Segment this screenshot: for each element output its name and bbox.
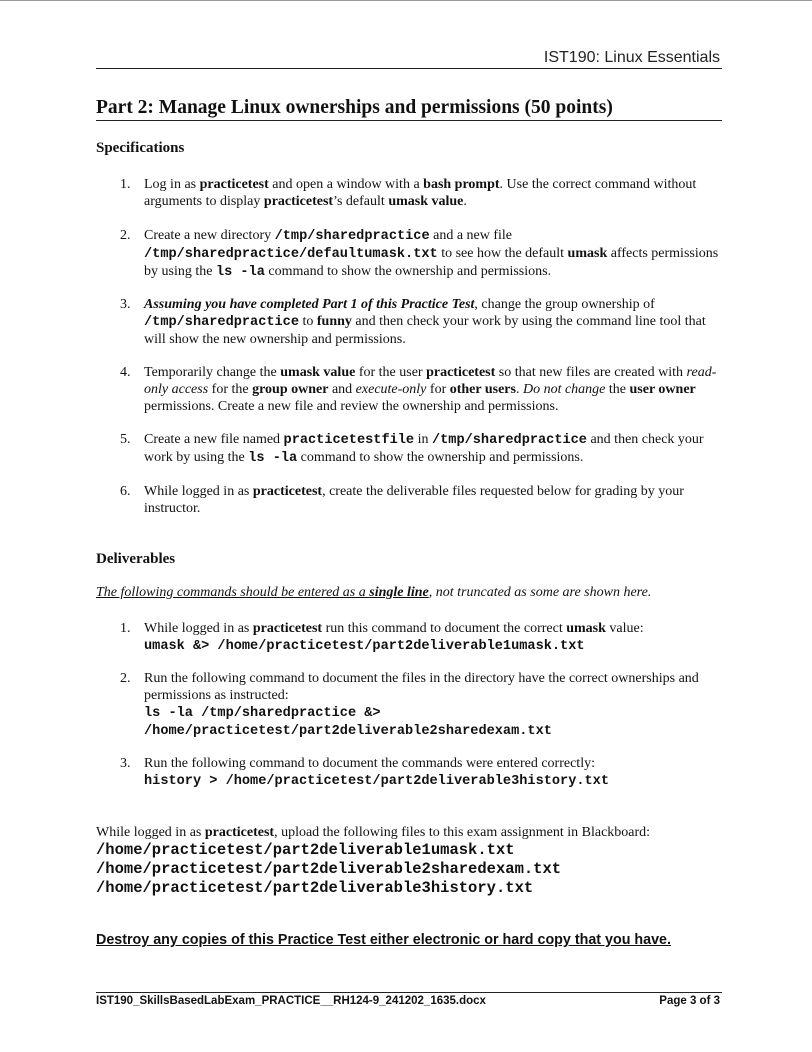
deliverable-item-3: Run the following command to document the commands were entered correctly: history > /home/practicetest/part2deliverable3history.txt — [144, 756, 609, 789]
spec-item-2: Create a new directory /tmp/sharedpractice and a new file /tmp/sharedpractice/defaultumask.txt to see how the default umask affects permissions by using the ls -la command to show the ownership and permissions. — [144, 228, 719, 280]
title-rule — [96, 120, 722, 121]
upload-file-2: /home/practicetest/part2deliverable2sharedexam.txt — [96, 860, 562, 878]
deliverables-heading: Deliverables — [96, 551, 176, 567]
deliverable-num-3: 3. — [120, 756, 131, 771]
spec-num-6: 6. — [120, 484, 131, 499]
upload-file-3: /home/practicetest/part2deliverable3history.txt — [96, 879, 534, 897]
spec-num-2: 2. — [120, 228, 131, 243]
specifications-heading: Specifications — [96, 140, 185, 156]
spec-item-3: Assuming you have completed Part 1 of this Practice Test, change the group ownership of /tmp/sharedpractice to funny and then check your work by using the command line tool that will show the new ownership and permissions. — [144, 297, 706, 347]
deliverable-item-1: While logged in as practicetest run this command to document the correct umask value: umask &> /home/practicetest/part2deliverable1umask.txt — [144, 621, 644, 654]
single-line-note: The following commands should be entered as a single line, not truncated as some are shown here. — [96, 585, 652, 600]
upload-file-1: /home/practicetest/part2deliverable1umask.txt — [96, 841, 515, 859]
footer-page-number: Page 3 of 3 — [659, 995, 720, 1007]
footer-rule — [96, 992, 722, 993]
spec-item-4: Temporarily change the umask value for the user practicetest so that new files are created with read-only access for the group owner and execute-only for other users. Do not change the user owner permissions. Create a new file and review the ownership and permissions. — [144, 365, 717, 414]
spec-num-3: 3. — [120, 297, 131, 312]
destroy-notice: Destroy any copies of this Practice Test either electronic or hard copy that you have. — [96, 932, 671, 948]
header-course: IST190: Linux Essentials — [543, 49, 720, 66]
deliverable-item-2: Run the following command to document the files in the directory have the correct ownerships and permissions as instructed: ls -la /tmp/sharedpractice &> /home/practicetest/part2deliverable2sharedexam.txt — [144, 671, 699, 739]
footer-filename: IST190_SkillsBasedLabExam_PRACTICE__RH124-9_241202_1635.docx — [96, 995, 486, 1007]
page-top-border — [0, 0, 812, 1]
upload-block — [96, 824, 722, 898]
spec-item-5: Create a new file named practicetestfile in /tmp/sharedpractice and then check your work by using the ls -la command to show the ownership and permissions. — [144, 432, 704, 466]
page-title: Part 2: Manage Linux ownerships and permissions (50 points) — [96, 97, 613, 118]
spec-num-5: 5. — [120, 432, 131, 447]
deliverable-num-2: 2. — [120, 671, 131, 686]
upload-intro: While logged in as practicetest, upload the following files to this exam assignment in Blackboard: — [96, 825, 651, 840]
deliverable-num-1: 1. — [120, 621, 131, 636]
spec-item-1: Log in as practicetest and open a window with a bash prompt. Use the correct command without arguments to display practicetest’s default umask value. — [144, 177, 697, 209]
spec-item-6: While logged in as practicetest, create the deliverable files requested below for grading by your instructor. — [144, 484, 684, 516]
spec-num-4: 4. — [120, 365, 131, 380]
spec-num-1: 1. — [120, 177, 131, 192]
header-rule — [96, 68, 722, 69]
